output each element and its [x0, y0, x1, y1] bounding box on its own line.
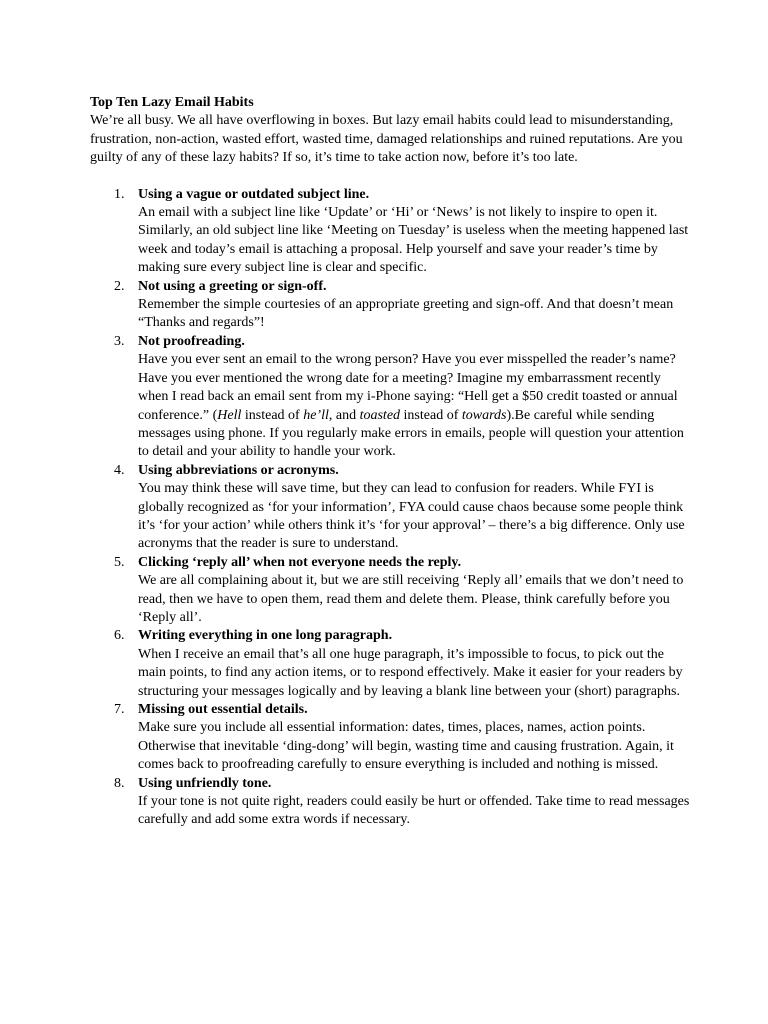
item-heading: Clicking ‘reply all’ when not everyone needs the reply. [138, 554, 462, 570]
list-item [90, 186, 690, 278]
item-body-text: ).Be careful while sending messages using phone. If you regularly make errors in emails, people will question your attention to detail and your ability to handle your work. [138, 407, 684, 460]
item-number: 3. [114, 333, 125, 349]
list-item [90, 775, 690, 830]
item-body: If your tone is not quite right, readers could easily be hurt or offended. Take time to read messages carefully and add some extra words if necessary. [138, 794, 690, 828]
list-item [90, 627, 690, 701]
item-heading: Missing out essential details. [138, 702, 308, 717]
item-body: When I receive an email that’s all one huge paragraph, it’s impossible to focus, to pick out the main points, to find any action items, or to respond effectively. Make it easier for your readers by structuring your messages logically and by leaving a blank line between your (short) paragraphs. [138, 646, 683, 699]
list-item [90, 554, 690, 628]
item-body-text: Have you ever sent an email to the wrong person? Have you ever misspelled the reader’s name? Have you ever mentioned the wrong date for a meeting? Imagine my embarrassment recently when I read back an email sent from my i-Phone saying: “Hell get a $50 credit toasted or annual conference.” ( [138, 352, 678, 423]
item-body-emphasis: towards [461, 407, 507, 423]
item-body: We are all complaining about it, but we are still receiving ‘Reply all’ emails that we don’t need to read, then we have to open them, read them and delete them. Please, think carefully before you ‘Reply all’. [138, 573, 684, 625]
item-heading: Using abbreviations or acronyms. [138, 462, 339, 478]
item-heading: Using unfriendly tone. [138, 775, 272, 791]
item-body-emphasis: he’ll [303, 407, 329, 423]
item-number: 7. [114, 702, 125, 717]
habits-list [90, 186, 690, 830]
list-item [90, 701, 690, 775]
item-body: An email with a subject line like ‘Update’ or ‘Hi’ or ‘News’ is not likely to inspire to open it. Similarly, an old subject line like ‘Meeting on Tuesday’ is useless when the meeting happened last week and today’s email is attaching a proposal. Help yourself and save your reader’s time by making sure every subject line is clear and specific. [138, 205, 689, 276]
list-item [90, 278, 690, 333]
item-body-text: , and [328, 407, 360, 423]
item-number: 5. [114, 554, 125, 570]
item-number: 2. [114, 278, 125, 294]
document-page [90, 94, 690, 830]
item-heading: Not using a greeting or sign-off. [138, 278, 327, 294]
item-number: 8. [114, 775, 125, 791]
list-item [90, 462, 690, 554]
item-heading: Writing everything in one long paragraph. [138, 628, 393, 644]
item-number: 4. [114, 462, 125, 478]
item-body: Make sure you include all essential information: dates, times, places, names, action points. Otherwise that inevitable ‘ding-dong’ will begin, wasting time and causing frustration. Again, it comes back to proofreading carefully to ensure everything is included and nothing is missed. [138, 720, 674, 773]
item-heading: Not proofreading. [138, 333, 245, 349]
item-number: 6. [114, 628, 125, 644]
item-body-emphasis: toasted [359, 407, 401, 423]
item-body: Remember the simple courtesies of an appropriate greeting and sign-off. And that doesn’t mean “Thanks and regards”! [138, 297, 674, 331]
document-title: Top Ten Lazy Email Habits [90, 95, 254, 110]
item-body-emphasis: Hell [217, 407, 242, 423]
item-body-text: instead of [400, 407, 462, 423]
item-heading: Using a vague or outdated subject line. [138, 186, 370, 202]
intro-paragraph: We’re all busy. We all have overflowing in boxes. But lazy email habits could lead to misunderstanding, frustration, non-action, wasted effort, wasted time, damaged relationships and ruined reputations. Are you guilty of any of these lazy habits? If so, it’s time to take action now, before it’s too late. [90, 113, 683, 166]
item-body [138, 351, 690, 461]
item-body: You may think these will save time, but they can lead to confusion for readers. While FYI is globally recognized as ‘for your information’, FYA could cause chaos because some people think it’s ‘for your action’ while others think it’s ‘for your approval’ – there’s a big difference. Only use acronyms that the reader is sure to understand. [138, 481, 685, 552]
item-body-text: instead of [241, 407, 304, 423]
list-item [90, 333, 690, 462]
item-number: 1. [114, 186, 125, 202]
